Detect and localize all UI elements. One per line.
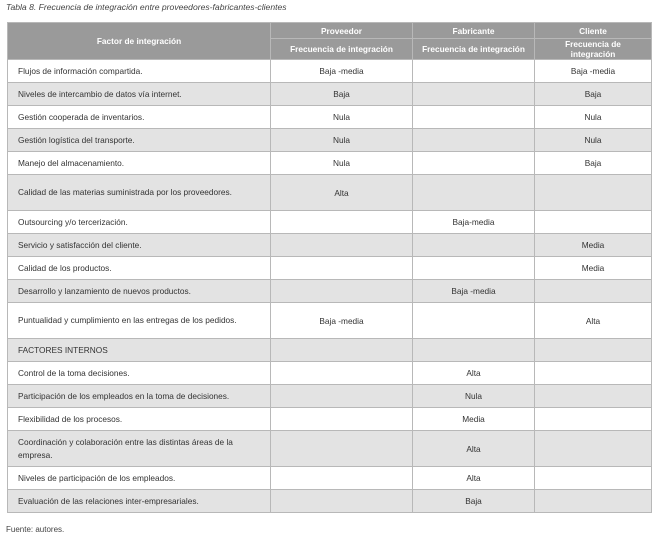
factor-cell: Calidad de los productos. xyxy=(8,257,271,280)
proveedor-cell: Baja -media xyxy=(271,60,413,83)
header-cliente: Cliente xyxy=(535,23,652,39)
cliente-cell xyxy=(535,211,652,234)
fabricante-cell: Media xyxy=(413,408,535,431)
cliente-cell: Baja -media xyxy=(535,60,652,83)
factor-cell: Gestión cooperada de inventarios. xyxy=(8,106,271,129)
fabricante-cell: Baja xyxy=(413,490,535,513)
table-row xyxy=(8,257,652,280)
fabricante-cell xyxy=(413,83,535,106)
proveedor-cell: Baja xyxy=(271,83,413,106)
proveedor-cell xyxy=(271,431,413,467)
factor-cell: Control de la toma decisiones. xyxy=(8,362,271,385)
factor-cell: Desarrollo y lanzamiento de nuevos productos. xyxy=(8,280,271,303)
table-row xyxy=(8,385,652,408)
factor-cell: Puntualidad y cumplimiento en las entregas de los pedidos. xyxy=(8,303,271,339)
fabricante-cell: Baja -media xyxy=(413,280,535,303)
factor-cell: Evaluación de las relaciones inter-empresariales. xyxy=(8,490,271,513)
table-row xyxy=(8,60,652,83)
factor-cell: Calidad de las materias suministrada por los proveedores. xyxy=(8,175,271,211)
fabricante-cell: Baja-media xyxy=(413,211,535,234)
proveedor-cell xyxy=(271,385,413,408)
table-row xyxy=(8,106,652,129)
cliente-cell xyxy=(535,490,652,513)
cliente-cell xyxy=(535,175,652,211)
table-source-note: Fuente: autores. xyxy=(6,525,65,534)
factor-cell: Flexibilidad de los procesos. xyxy=(8,408,271,431)
fabricante-cell xyxy=(413,129,535,152)
fabricante-cell xyxy=(413,106,535,129)
proveedor-cell: Nula xyxy=(271,129,413,152)
proveedor-cell: Alta xyxy=(271,175,413,211)
fabricante-cell xyxy=(413,152,535,175)
proveedor-cell: Nula xyxy=(271,106,413,129)
factor-cell: Participación de los empleados en la toma de decisiones. xyxy=(8,385,271,408)
factor-cell: Manejo del almacenamiento. xyxy=(8,152,271,175)
proveedor-cell xyxy=(271,490,413,513)
factor-cell: Niveles de participación de los empleados. xyxy=(8,467,271,490)
factor-cell: Flujos de información compartida. xyxy=(8,60,271,83)
fabricante-cell xyxy=(413,234,535,257)
cliente-cell: Nula xyxy=(535,106,652,129)
fabricante-cell: Alta xyxy=(413,431,535,467)
table-caption: Tabla 8. Frecuencia de integración entre proveedores-fabricantes-clientes xyxy=(6,2,287,12)
cliente-cell xyxy=(535,385,652,408)
factor-cell: Outsourcing y/o tercerización. xyxy=(8,211,271,234)
proveedor-cell xyxy=(271,211,413,234)
cliente-cell xyxy=(535,408,652,431)
section-title: FACTORES INTERNOS xyxy=(8,339,271,362)
cliente-cell: Media xyxy=(535,257,652,280)
table-row xyxy=(8,175,652,211)
fabricante-cell xyxy=(413,257,535,280)
integration-frequency-table xyxy=(7,22,652,513)
cliente-cell xyxy=(535,362,652,385)
fabricante-cell: Alta xyxy=(413,467,535,490)
cliente-cell: Baja xyxy=(535,152,652,175)
table-row xyxy=(8,129,652,152)
section-row xyxy=(8,339,652,362)
factor-cell: Gestión logística del transporte. xyxy=(8,129,271,152)
cliente-cell: Alta xyxy=(535,303,652,339)
factor-cell: Coordinación y colaboración entre las distintas áreas de la empresa. xyxy=(8,431,271,467)
table-row xyxy=(8,303,652,339)
table-row xyxy=(8,211,652,234)
table-row xyxy=(8,362,652,385)
header-factor: Factor de integración xyxy=(8,23,271,60)
header-proveedor: Proveedor xyxy=(271,23,413,39)
cliente-cell: Baja xyxy=(535,83,652,106)
proveedor-cell xyxy=(271,408,413,431)
table-row xyxy=(8,408,652,431)
table-row xyxy=(8,152,652,175)
subheader-cliente: Frecuencia de integración xyxy=(535,39,652,60)
header-fabricante: Fabricante xyxy=(413,23,535,39)
cliente-cell xyxy=(535,339,652,362)
proveedor-cell xyxy=(271,234,413,257)
cliente-cell: Media xyxy=(535,234,652,257)
subheader-proveedor: Frecuencia de integración xyxy=(271,39,413,60)
cliente-cell xyxy=(535,431,652,467)
proveedor-cell: Nula xyxy=(271,152,413,175)
proveedor-cell xyxy=(271,339,413,362)
factor-cell: Servicio y satisfacción del cliente. xyxy=(8,234,271,257)
cliente-cell: Nula xyxy=(535,129,652,152)
proveedor-cell xyxy=(271,280,413,303)
fabricante-cell: Nula xyxy=(413,385,535,408)
subheader-fabricante: Frecuencia de integración xyxy=(413,39,535,60)
table-row xyxy=(8,280,652,303)
cliente-cell xyxy=(535,467,652,490)
fabricante-cell: Alta xyxy=(413,362,535,385)
table-row xyxy=(8,83,652,106)
proveedor-cell: Baja -media xyxy=(271,303,413,339)
fabricante-cell xyxy=(413,339,535,362)
table-row xyxy=(8,467,652,490)
cliente-cell xyxy=(535,280,652,303)
fabricante-cell xyxy=(413,60,535,83)
proveedor-cell xyxy=(271,257,413,280)
table-row xyxy=(8,490,652,513)
table-row xyxy=(8,234,652,257)
fabricante-cell xyxy=(413,175,535,211)
table-row xyxy=(8,431,652,467)
fabricante-cell xyxy=(413,303,535,339)
factor-cell: Niveles de intercambio de datos vía internet. xyxy=(8,83,271,106)
proveedor-cell xyxy=(271,467,413,490)
proveedor-cell xyxy=(271,362,413,385)
